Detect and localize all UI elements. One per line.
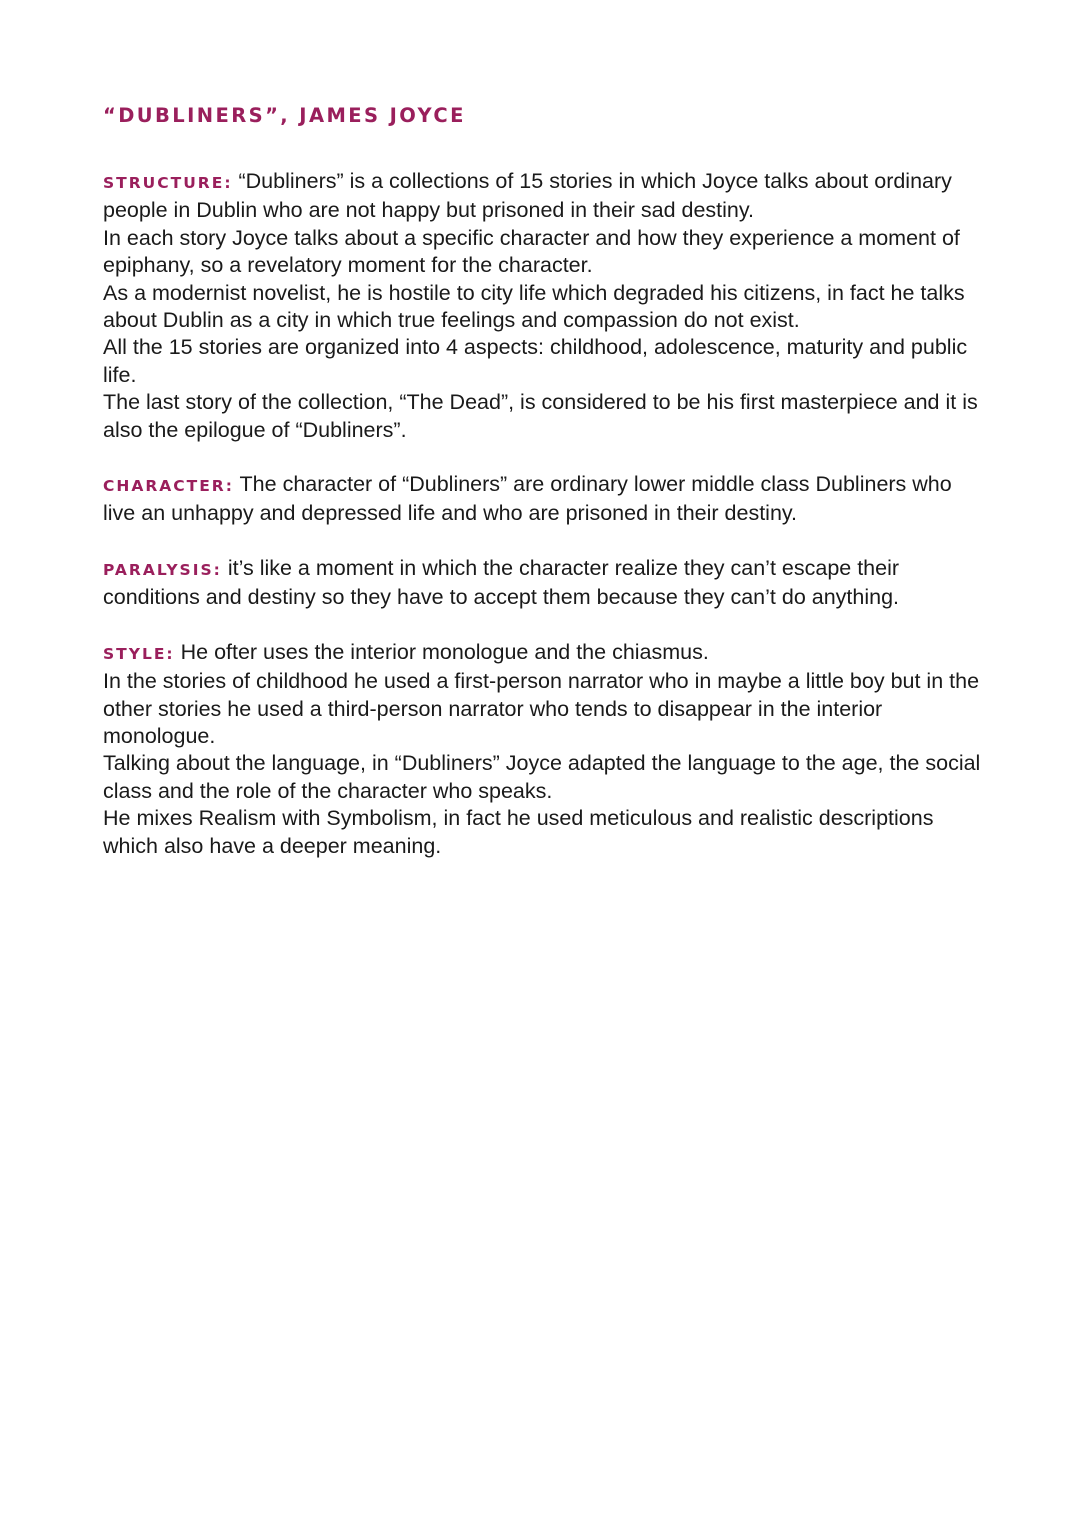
section-text: The character of “Dubliners” are ordinary lower middle class Dubliners who live an unhappy and depressed life and who are prisoned in their destiny. <box>103 472 952 526</box>
section-style <box>103 639 983 860</box>
section-paragraph: He mixes Realism with Symbolism, in fact he used meticulous and realistic descriptions which also have a deeper meaning. <box>103 806 934 858</box>
section-paragraph <box>103 639 983 668</box>
section-label: PARALYSIS: <box>103 560 222 579</box>
section-paragraph: All the 15 stories are organized into 4 aspects: childhood, adolescence, maturity and public life. <box>103 335 968 387</box>
section-label: STYLE: <box>103 644 175 663</box>
section-paragraph: In each story Joyce talks about a specific character and how they experience a moment of epiphany, so a revelatory moment for the character. <box>103 225 960 278</box>
section-paragraph: Talking about the language, in “Dubliners” Joyce adapted the language to the age, the social class and the role of the character who speaks. <box>103 751 981 803</box>
section-structure <box>103 168 983 444</box>
section-paragraph: In the stories of childhood he used a first-person narrator who in maybe a little boy but in the other stories he used a third-person narrator who tends to disappear in the interior monologue. <box>103 669 980 748</box>
document-page <box>103 100 983 887</box>
section-paralysis <box>103 555 983 612</box>
section-character <box>103 471 983 528</box>
section-text: it’s like a moment in which the character realize they can’t escape their conditions and destiny so they have to accept them because they can’t do anything. <box>103 555 900 610</box>
section-paragraph <box>103 555 983 612</box>
section-paragraph: As a modernist novelist, he is hostile to city life which degraded his citizens, in fact he talks about Dublin as a city in which true feelings and compassion do not exist. <box>103 280 965 333</box>
section-paragraph: The last story of the collection, “The Dead”, is considered to be his first masterpiece and it is also the epilogue of “Dubliners”. <box>103 390 978 442</box>
section-paragraph <box>103 471 983 528</box>
document-title: “DUBLINERS”, JAMES JOYCE <box>103 104 466 127</box>
section-paragraph <box>103 168 983 225</box>
section-text: He ofter uses the interior monologue and the chiasmus. <box>180 639 709 664</box>
section-text: “Dubliners” is a collections of 15 stories in which Joyce talks about ordinary people in Dublin who are not happy but prisoned in their sad destiny. <box>103 169 952 223</box>
section-label: CHARACTER: <box>103 477 234 496</box>
section-label: STRUCTURE: <box>103 174 233 192</box>
